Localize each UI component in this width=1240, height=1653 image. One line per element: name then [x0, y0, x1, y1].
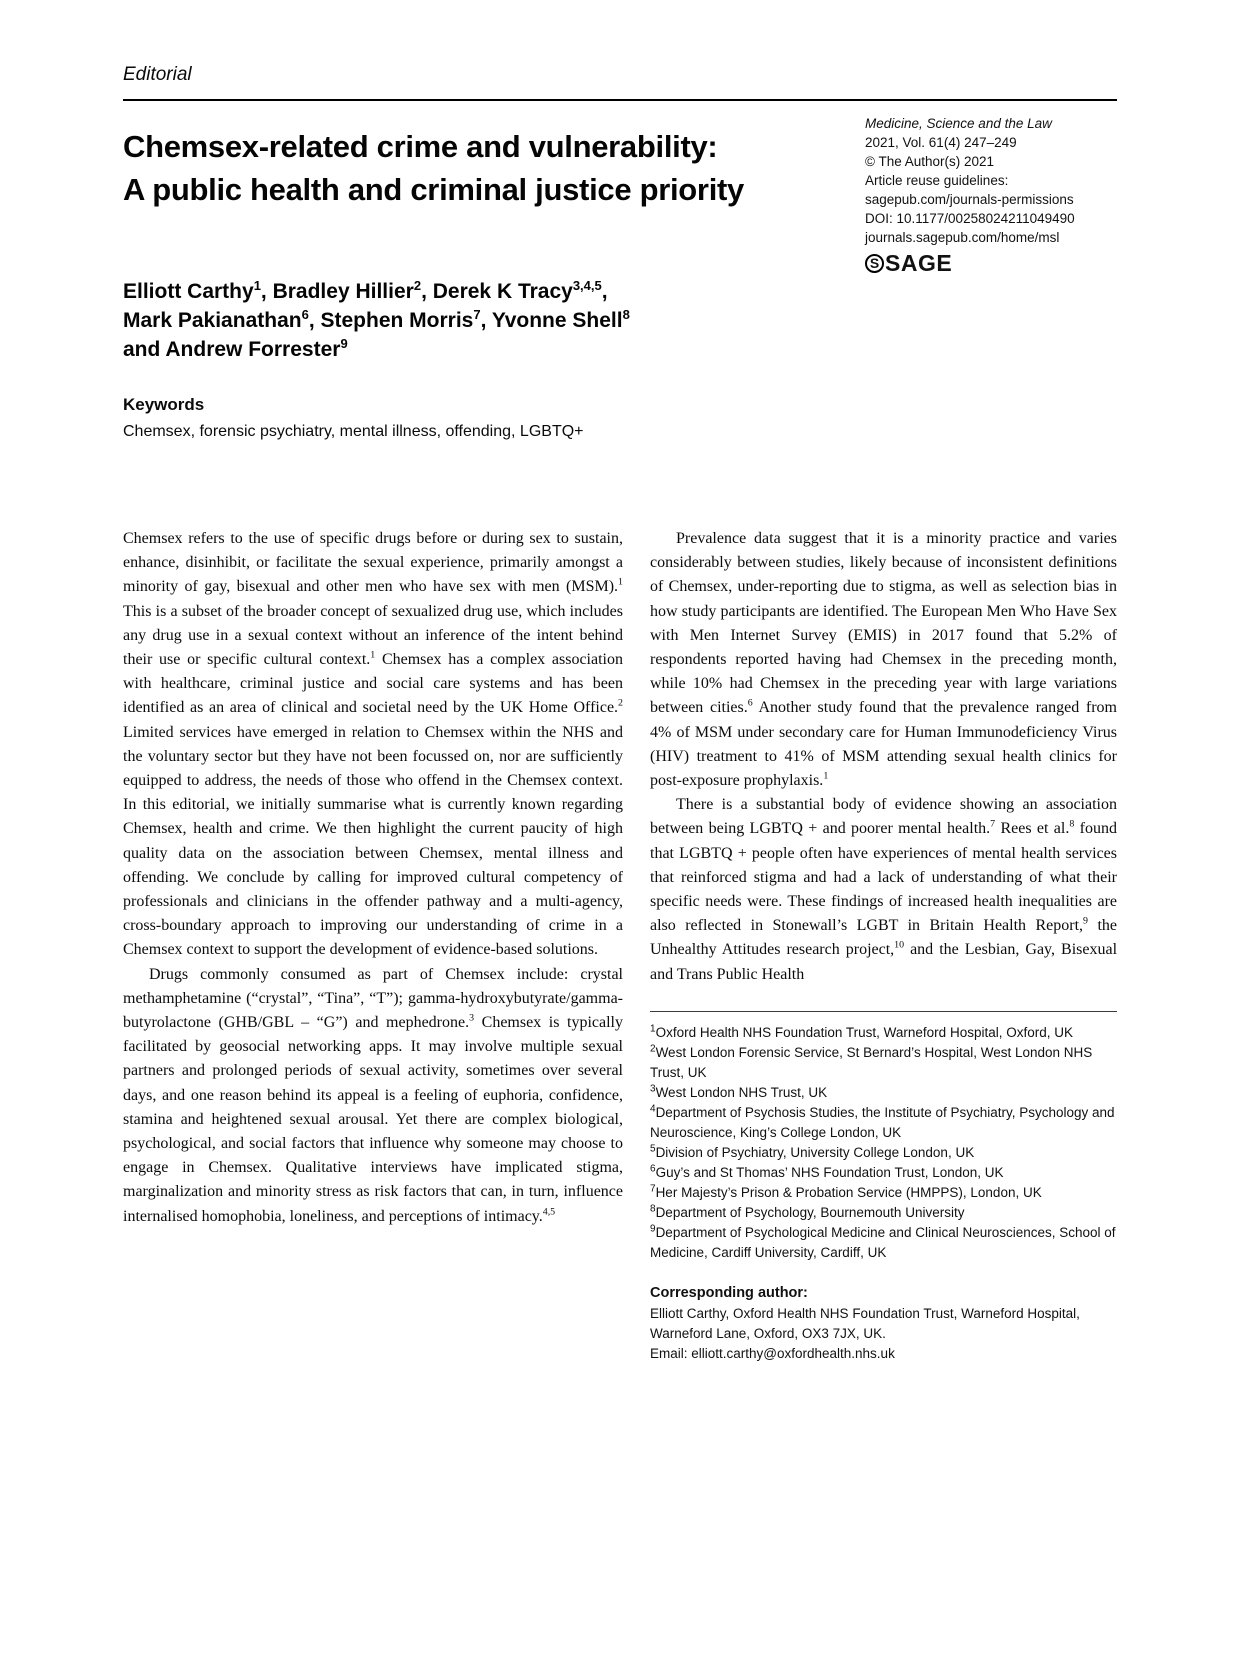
corresponding-author-address: Elliott Carthy, Oxford Health NHS Foundation Trust, Warneford Hospital, Warneford Lane, Oxford, OX3 7JX, UK.: [650, 1305, 1080, 1341]
journal-meta: [865, 114, 1117, 276]
sage-logo-s-icon: S: [865, 254, 884, 273]
journal-reuse-label: Article reuse guidelines:: [865, 173, 1009, 188]
paragraph-drugs: Drugs commonly consumed as part of Chemsex include: crystal methamphetamine (“crystal”, “Tina”, “T”); gamma-hydroxybutyrate/gamma-butyrolactone (GHB/GBL – “G”) and mephedrone.$^3$ Chemsex is typically facilitated by geosocial networking apps. It may involve multiple sexual partners and prolonged periods of sexual activity, sometimes over several days, and one reason behind its appeal is a feeling of euphoria, confidence, stamina and heightened sexual arousal. Yet there are complex biological, psychological, and social factors that influence why someone may choose to engage in Chemsex. Qualitative interviews have implicated stigma, marginalization and minority stress as risk factors that can, in turn, influence internalised homophobia, loneliness, and perceptions of intimacy.$^{4,5}$: [123, 965, 624, 1225]
affiliation-7: $^7$Her Majesty’s Prison & Probation Service (HMPPS), London, UK: [650, 1183, 1042, 1200]
paragraph-mental-health: There is a substantial body of evidence showing an association between being LGBTQ + and poorer mental health.$^7$ Rees et al.$^8$ found that LGBTQ + people often have experiences of mental health services that reinforced stigma and had a lack of understanding of what their specific needs were. These findings of increased health inequalities are also reflected in Stonewall’s LGBT in Britain Health Report,$^9$ the Unhealthy Attitudes research project,$^{10}$ and the Lesbian, Gay, Bisexual and Trans Public Health: [650, 796, 1118, 983]
affiliation-9: $^9$Department of Psychological Medicine and Clinical Neurosciences, School of Medicine, Cardiff University, Cardiff, UK: [650, 1223, 1116, 1260]
column-right: [650, 527, 1117, 1364]
affiliation-4: $^4$Department of Psychosis Studies, the Institute of Psychiatry, Psychology and Neuroscience, King’s College London, UK: [650, 1103, 1115, 1140]
header-rule: [123, 99, 1117, 101]
affiliation-3: $^3$West London NHS Trust, UK: [650, 1083, 828, 1100]
column-left: [123, 527, 623, 1364]
author-list: [123, 277, 1117, 364]
article-title-line-1: Chemsex-related crime and vulnerability:: [123, 129, 718, 164]
keywords-text: Chemsex, forensic psychiatry, mental illness, offending, LGBTQ+: [123, 423, 584, 440]
affiliation-5: $^5$Division of Psychiatry, University College London, UK: [650, 1143, 975, 1160]
journal-homepage-link[interactable]: journals.sagepub.com/home/msl: [865, 230, 1060, 245]
paragraph-intro: Chemsex refers to the use of specific drugs before or during sex to sustain, enhance, disinhibit, or facilitate the sexual experience, primarily amongst a minority of gay, bisexual and other men who have sex with men (MSM).$^1$ This is a subset of the broader concept of sexualized drug use, which includes any drug use in a sexual context without an inference of the intent behind their use or specific cultural context.$^1$ Chemsex has a complex association with healthcare, criminal justice and social care systems and has been identified as an area of clinical and societal need by the UK Home Office.$^2$ Limited services have emerged in relation to Chemsex within the NHS and the voluntary sector but they have not been focussed on, nor are sufficiently equipped to address, the needs of those who offend in the Chemsex context. In this editorial, we initially summarise what is currently known regarding Chemsex, health and crime. We then highlight the current paucity of high quality data on the association between Chemsex, mental illness and offending. We conclude by calling for improved cultural competency of professionals and clinicians in the offender pathway and a multi-agency, cross-boundary approach to improving our understanding of crime in a Chemsex context to support the development of evidence-based solutions.: [123, 530, 623, 959]
header-row: [123, 114, 1117, 276]
affiliation-6: $^6$Guy’s and St Thomas’ NHS Foundation Trust, London, UK: [650, 1163, 1004, 1180]
keywords-heading: Keywords: [123, 395, 205, 414]
author-line-1: Elliott Carthy$^1$, Bradley Hillier$^2$, Derek K Tracy$^{3,4,5}$,: [123, 278, 608, 303]
journal-name: Medicine, Science and the Law: [865, 116, 1052, 131]
corresponding-author-heading: Corresponding author:: [650, 1284, 808, 1301]
author-line-2: Mark Pakianathan$^6$, Stephen Morris$^7$, Yvonne Shell$^8$: [123, 307, 630, 332]
sage-logo-text: SAGE: [885, 250, 953, 276]
journal-permissions-link[interactable]: sagepub.com/journals-permissions: [865, 192, 1074, 207]
sage-logo: [865, 250, 1117, 276]
corresponding-author-email-link[interactable]: Email: elliott.carthy@oxfordhealth.nhs.uk: [650, 1345, 895, 1361]
footnote-rule: [650, 1011, 1117, 1012]
affiliation-1: $^1$Oxford Health NHS Foundation Trust, Warneford Hospital, Oxford, UK: [650, 1023, 1073, 1040]
section-label: Editorial: [123, 64, 192, 85]
affiliation-8: $^8$Department of Psychology, Bournemouth University: [650, 1203, 965, 1220]
article-title: [123, 125, 865, 273]
footnote-block: [650, 1011, 1117, 1364]
keywords-section: [123, 394, 1117, 443]
affiliation-2: $^2$West London Forensic Service, St Bernard’s Hospital, West London NHS Trust, UK: [650, 1043, 1093, 1080]
corresponding-author-section: [650, 1283, 1117, 1364]
journal-doi: DOI: 10.1177/00258024211049490: [865, 211, 1075, 226]
journal-volume: 2021, Vol. 61(4) 247–249: [865, 135, 1017, 150]
paragraph-prevalence: Prevalence data suggest that it is a minority practice and varies considerably between studies, likely because of inconsistent definitions of Chemsex, under-reporting due to stigma, as well as selection bias in how study participants are identified. The European Men Who Have Sex with Men Internet Survey (EMIS) in 2017 found that 5.2% of respondents reported having had Chemsex in the preceding month, while 10% had Chemsex in the preceding year with large variations between cities.$^6$ Another study found that the prevalence ranged from 4% of MSM under secondary care for Human Immunodeficiency Virus (HIV) treatment to 41% of MSM attending sexual health clinics for post-exposure prophylaxis.$^1$: [650, 530, 1117, 790]
author-line-3: and Andrew Forrester$^9$: [123, 336, 348, 361]
journal-copyright: © The Author(s) 2021: [865, 154, 995, 169]
article-title-line-2: A public health and criminal justice priority: [123, 172, 744, 207]
article-body: [123, 527, 1117, 1364]
